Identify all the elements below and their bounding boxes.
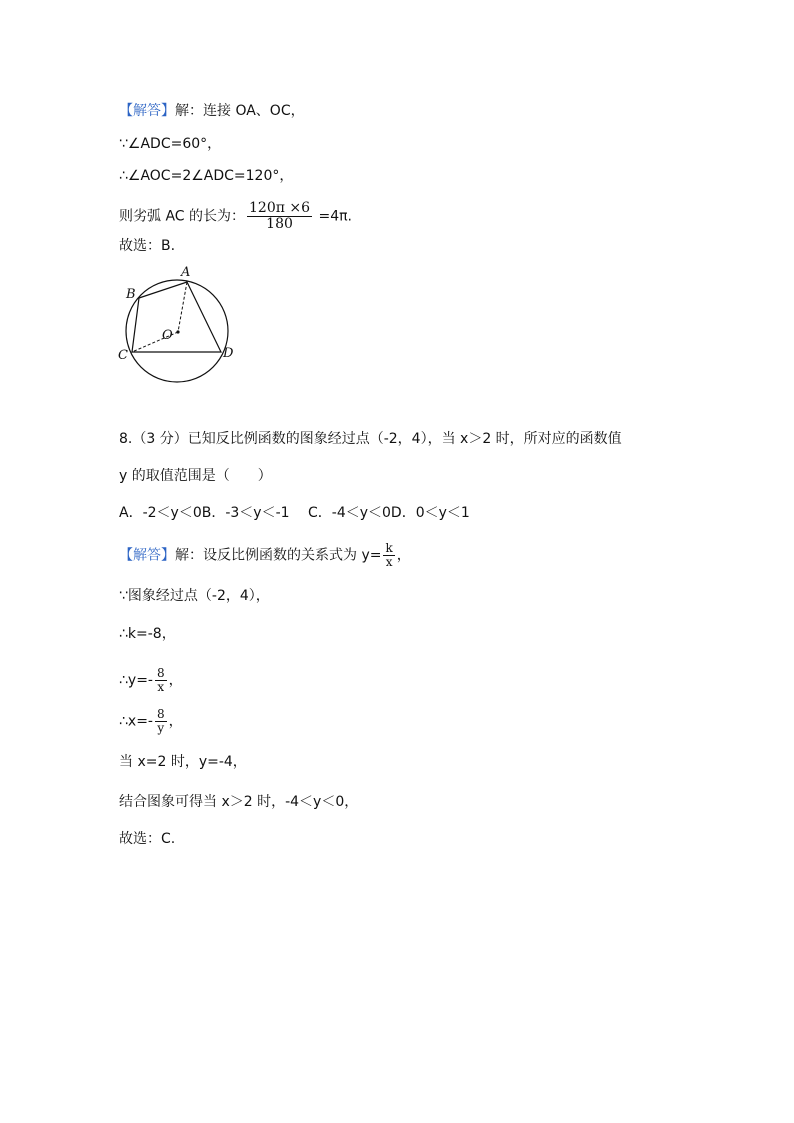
circle-quadrilateral-figure [112, 262, 242, 387]
q7-answer-line [119, 101, 305, 121]
label-o: O [162, 328, 173, 343]
q8-options: A．-2＜y＜0B．-3＜y＜-1 C．-4＜y＜0D．0＜y＜1 [119, 505, 470, 521]
q8-answer-label: 【解答】 [119, 547, 175, 564]
q8-step4-numerator: 8 [156, 707, 165, 721]
q8-step3-fraction [155, 667, 167, 694]
q7-step3-suffix: =4π. [314, 208, 352, 225]
q7-step3 [119, 201, 352, 232]
q7-answer-label: 【解答】 [119, 103, 175, 119]
q8-step3-denominator: x [157, 680, 165, 694]
label-c: C [118, 348, 128, 363]
q7-arc-fraction [247, 201, 312, 232]
q8-step4-prefix: ∴x=- [119, 713, 153, 730]
q8-step6: 结合图象可得当 x＞2 时，-4＜y＜0， [119, 794, 359, 810]
q7-answer-intro: 解：连接 OA、OC， [175, 103, 305, 119]
q8-answer-intro: 解：设反比例函数的关系式为 y= [175, 547, 382, 564]
q8-k-numerator: k [385, 541, 393, 555]
q8-step4-suffix: ， [168, 713, 183, 730]
q7-step2: ∴∠AOC=2∠ADC=120°， [119, 168, 294, 184]
quadrilateral-abdc [132, 282, 221, 352]
q8-k-over-x-fraction [383, 542, 394, 569]
q8-step2: ∴k=-8， [119, 626, 176, 642]
q8-step3 [119, 667, 183, 694]
q7-arc-fraction-numerator: 120π ×6 [249, 200, 311, 216]
label-d: D [223, 346, 234, 361]
q8-step4-denominator: y [157, 721, 165, 735]
q8-step3-numerator: 8 [156, 666, 165, 680]
q7-step1: ∵∠ADC=60°， [119, 136, 222, 152]
q8-step4-fraction [155, 708, 167, 735]
label-a: A [181, 265, 191, 280]
q8-x-denominator: x [385, 555, 393, 569]
q8-answer-intro-end: ， [396, 547, 411, 564]
q8-step5: 当 x=2 时，y=-4， [119, 754, 247, 770]
label-b: B [126, 287, 136, 302]
q8-conclusion: 故选：C. [119, 831, 176, 847]
q7-conclusion: 故选：B. [119, 238, 176, 254]
segment-oa [178, 282, 187, 332]
q8-answer-line [119, 542, 411, 569]
q7-arc-fraction-denominator: 180 [266, 216, 293, 232]
q8-step3-prefix: ∴y=- [119, 672, 153, 689]
q7-step3-prefix: 则劣弧 AC 的长为： [119, 208, 246, 225]
q8-step4 [119, 708, 183, 735]
q8-step3-suffix: ， [168, 672, 183, 689]
q8-step1: ∵图象经过点（-2，4）， [119, 588, 270, 604]
center-point [176, 330, 179, 333]
q8-stem-line1: 8.（3 分）已知反比例函数的图象经过点（-2，4），当 x＞2 时，所对应的函数值 [119, 431, 622, 447]
q8-stem-line2: y 的取值范围是（ ） [119, 468, 272, 484]
